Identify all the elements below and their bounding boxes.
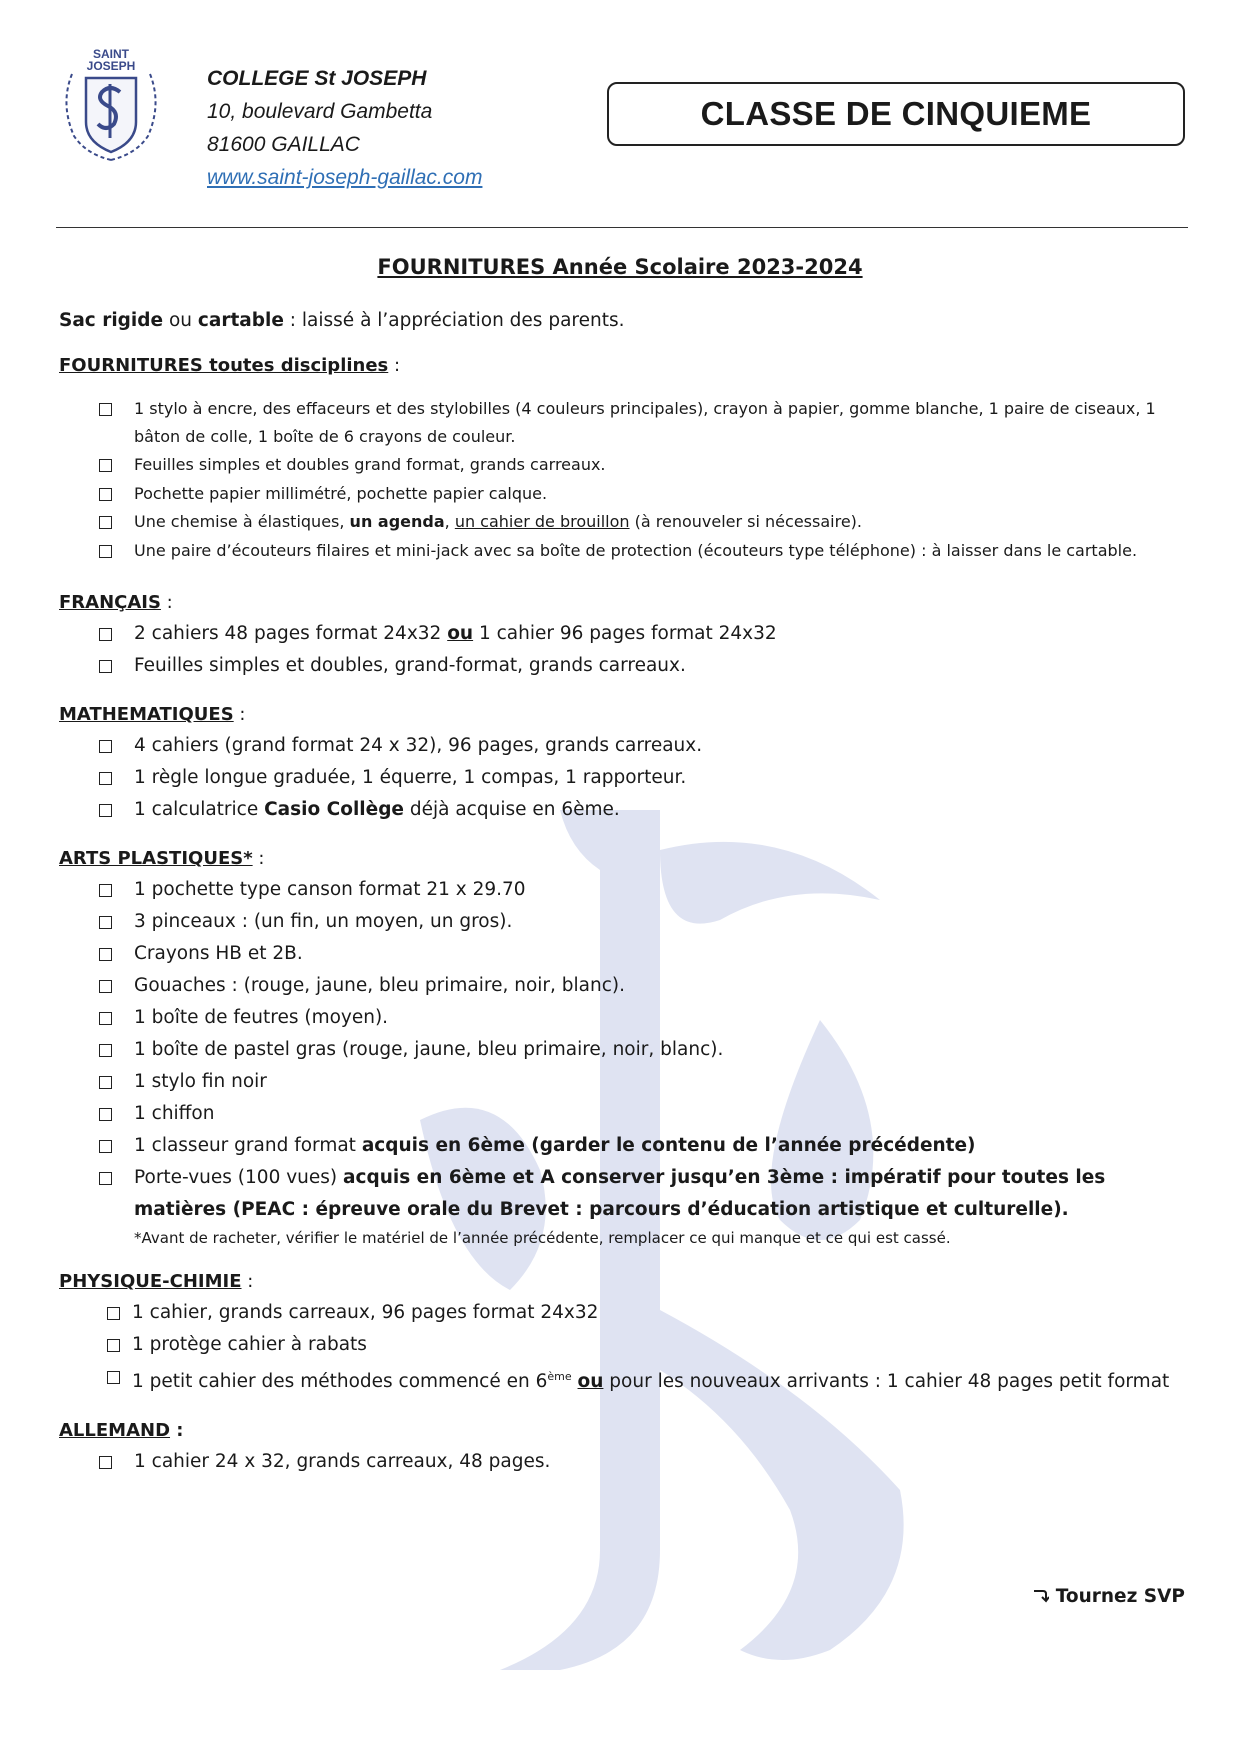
section-heading-arts <box>59 848 1189 869</box>
intro-text-2: : laissé à l’appréciation des parents. <box>283 310 625 331</box>
intro-text-1: ou <box>163 310 198 331</box>
list-item: 1 stylo fin noir <box>59 1066 1189 1098</box>
allemand-list <box>59 1446 1189 1478</box>
item-bold-underline: ou <box>577 1371 604 1393</box>
saint-joseph-crest <box>52 44 170 166</box>
svg-text:JOSEPH: JOSEPH <box>86 59 136 73</box>
heading-text: PHYSIQUE-CHIMIE <box>59 1271 242 1292</box>
item-text: (à renouveler si nécessaire). <box>629 512 862 531</box>
list-item: Feuilles simples et doubles grand format, grands carreaux. <box>59 451 1189 479</box>
list-item <box>59 1361 1189 1398</box>
supply-list <box>59 310 1189 1500</box>
item-text: 1 classeur grand format <box>134 1135 362 1156</box>
intro-bold-1: Sac rigide <box>59 310 164 331</box>
list-item: Crayons HB et 2B. <box>59 938 1189 970</box>
heading-suffix: : <box>388 355 401 376</box>
francais-list <box>59 618 1189 682</box>
heading-text: ALLEMAND <box>59 1420 171 1442</box>
section-heading-general <box>59 355 1189 376</box>
physique-list <box>59 1297 1189 1398</box>
list-item <box>59 794 1189 826</box>
list-item: 1 protège cahier à rabats <box>59 1329 1189 1361</box>
item-bold: acquis en 6ème et A conserver jusqu’en 3ème : impératif pour toutes les matières (PEAC : épreuve orale du Brevet : parcours d’éducation artistique et culturelle). <box>134 1167 1106 1220</box>
list-item: 1 chiffon <box>59 1098 1189 1130</box>
heading-text: MATHEMATIQUES <box>59 704 234 725</box>
list-item <box>59 1130 1189 1162</box>
item-text: pour les nouveaux arrivants : 1 cahier 48 pages petit format <box>603 1371 1170 1393</box>
intro-bold-2: cartable <box>197 310 284 331</box>
section-heading-maths <box>59 704 1189 725</box>
section-heading-physique <box>59 1271 1189 1292</box>
list-item: 1 stylo à encre, des effaceurs et des stylobilles (4 couleurs principales), crayon à papier, gomme blanche, 1 paire de ciseaux, 1 bâton de colle, 1 boîte de 6 crayons de couleur. <box>59 395 1189 450</box>
list-item: 1 règle longue graduée, 1 équerre, 1 compas, 1 rapporteur. <box>59 762 1189 794</box>
item-superscript: ème <box>547 1370 572 1383</box>
item-bold: Casio Collège <box>264 799 404 820</box>
turn-over-note <box>1031 1586 1185 1607</box>
list-item: 3 pinceaux : (un fin, un moyen, un gros). <box>59 906 1189 938</box>
list-item: 1 boîte de feutres (moyen). <box>59 1002 1189 1034</box>
item-text: 1 cahier 96 pages format 24x32 <box>473 623 777 644</box>
class-title-box: CLASSE DE CINQUIEME <box>607 82 1185 146</box>
section-heading-allemand <box>59 1420 1189 1441</box>
list-item: 1 boîte de pastel gras (rouge, jaune, bleu primaire, noir, blanc). <box>59 1034 1189 1066</box>
turn-page-arrow-icon <box>1031 1588 1049 1604</box>
list-item: Gouaches : (rouge, jaune, bleu primaire, noir, blanc). <box>59 970 1189 1002</box>
heading-text: ARTS PLASTIQUES* <box>59 848 253 869</box>
item-underline: un cahier de brouillon <box>454 512 630 531</box>
item-text: Porte-vues (100 vues) <box>134 1167 344 1188</box>
list-item <box>59 1162 1189 1226</box>
list-item: 1 pochette type canson format 21 x 29.70 <box>59 874 1189 906</box>
school-name: COLLEGE St JOSEPH <box>207 67 427 90</box>
item-text: 1 calculatrice <box>134 799 265 820</box>
item-text: Une chemise à élastiques, <box>134 512 350 531</box>
list-item <box>59 508 1189 536</box>
school-info <box>207 62 482 194</box>
list-item: Une paire d’écouteurs filaires et mini-jack avec sa boîte de protection (écouteurs type téléphone) : à laisser dans le cartable. <box>59 537 1189 565</box>
bag-intro <box>59 310 1189 331</box>
list-item: 1 cahier, grands carreaux, 96 pages format 24x32 <box>59 1297 1189 1329</box>
item-text: 2 cahiers 48 pages format 24x32 <box>134 623 448 644</box>
arts-list <box>59 874 1189 1226</box>
item-text: déjà acquise en 6ème. <box>403 799 620 820</box>
item-text: 1 petit cahier des méthodes commencé en 6 <box>132 1371 548 1393</box>
header-divider <box>56 227 1188 228</box>
item-bold: un agenda <box>349 512 445 531</box>
heading-suffix: : <box>252 848 265 869</box>
heading-suffix: : <box>241 1271 254 1292</box>
address-line-1: 10, boulevard Gambetta <box>207 100 433 123</box>
address-line-2: 81600 GAILLAC <box>207 133 360 156</box>
heading-text: FOURNITURES toutes disciplines <box>59 355 389 376</box>
website-link[interactable]: www.saint-joseph-gaillac.com <box>207 166 483 189</box>
general-list <box>59 395 1189 564</box>
section-heading-francais <box>59 592 1189 613</box>
document-title: FOURNITURES Année Scolaire 2023-2024 <box>377 255 863 279</box>
list-item: 4 cahiers (grand format 24 x 32), 96 pages, grands carreaux. <box>59 730 1189 762</box>
turn-over-label: Tournez SVP <box>1055 1586 1185 1607</box>
item-text: , <box>444 512 455 531</box>
list-item <box>59 618 1189 650</box>
list-item: Pochette papier millimétré, pochette papier calque. <box>59 480 1189 508</box>
arts-footnote: *Avant de racheter, vérifier le matériel de l’année précédente, remplacer ce qui manque et ce qui est cassé. <box>134 1229 951 1247</box>
svg-text:SAINT: SAINT <box>93 47 129 61</box>
list-item: Feuilles simples et doubles, grand-format, grands carreaux. <box>59 650 1189 682</box>
heading-suffix: : <box>170 1420 184 1442</box>
heading-text: FRANÇAIS <box>59 592 161 613</box>
maths-list <box>59 730 1189 826</box>
heading-suffix: : <box>160 592 173 613</box>
list-item: 1 cahier 24 x 32, grands carreaux, 48 pages. <box>59 1446 1189 1478</box>
heading-suffix: : <box>233 704 246 725</box>
item-bold-underline: ou <box>447 623 474 644</box>
item-bold: acquis en 6ème (garder le contenu de l’année précédente) <box>361 1135 976 1156</box>
